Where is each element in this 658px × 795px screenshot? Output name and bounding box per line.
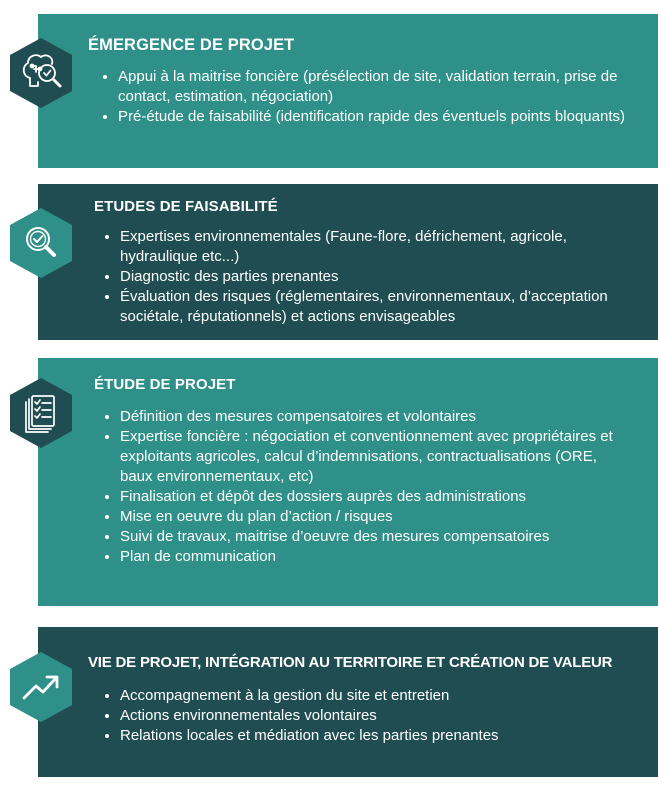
list-item: • Relations locales et médiation avec les parties prenantes	[120, 726, 630, 746]
list-item: • Pré-étude de faisabilité (identification rapide des éventuels points bloquants)	[118, 107, 628, 127]
section-emergence	[38, 14, 658, 168]
list-item: • Appui à la maitrise foncière (présélection de site, validation terrain, prise de contact, estimation, négociation)	[118, 67, 628, 107]
section-list	[98, 67, 628, 127]
section-title: VIE DE PROJET, INTÉGRATION AU TERRITOIRE ET CRÉATION DE VALEUR	[88, 654, 613, 671]
section-list	[100, 686, 630, 746]
check-magnifier-icon	[8, 206, 74, 280]
section-list	[100, 407, 630, 567]
list-item: • Finalisation et dépôt des dossiers auprès des administrations	[120, 487, 630, 507]
trend-up-arrow-icon	[8, 650, 74, 724]
brain-magnifier-icon	[8, 36, 74, 110]
list-item: • Plan de communication	[120, 547, 630, 567]
list-item: • Définition des mesures compensatoires et volontaires	[120, 407, 630, 427]
section-title: ÉMERGENCE DE PROJET	[88, 36, 295, 54]
checklist-documents-icon	[8, 376, 74, 450]
section-etude-projet	[38, 358, 658, 606]
section-vie-projet	[38, 627, 658, 777]
section-faisabilite	[38, 184, 658, 340]
list-item: • Accompagnement à la gestion du site et entretien	[120, 686, 630, 706]
list-item: • Suivi de travaux, maitrise d’oeuvre des mesures compensatoires	[120, 527, 630, 547]
list-item: • Évaluation des risques (réglementaires, environnementaux, d’acceptation sociétale, réputationnels) et actions envisageables	[120, 287, 630, 327]
list-item: • Mise en oeuvre du plan d’action / risques	[120, 507, 630, 527]
section-title: ETUDES DE FAISABILITÉ	[94, 198, 278, 215]
list-item: • Expertises environnementales (Faune-flore, défrichement, agricole, hydraulique etc...)	[120, 227, 630, 267]
section-title: ÉTUDE DE PROJET	[94, 376, 236, 393]
list-item: • Expertise foncière : négociation et conventionnement avec propriétaires et exploitants agricoles, calcul d’indemnisations, contractualisations (ORE, baux environnementaux, etc)	[120, 427, 630, 487]
list-item: • Diagnostic des parties prenantes	[120, 267, 630, 287]
list-item: • Actions environnementales volontaires	[120, 706, 630, 726]
section-list	[100, 227, 630, 327]
